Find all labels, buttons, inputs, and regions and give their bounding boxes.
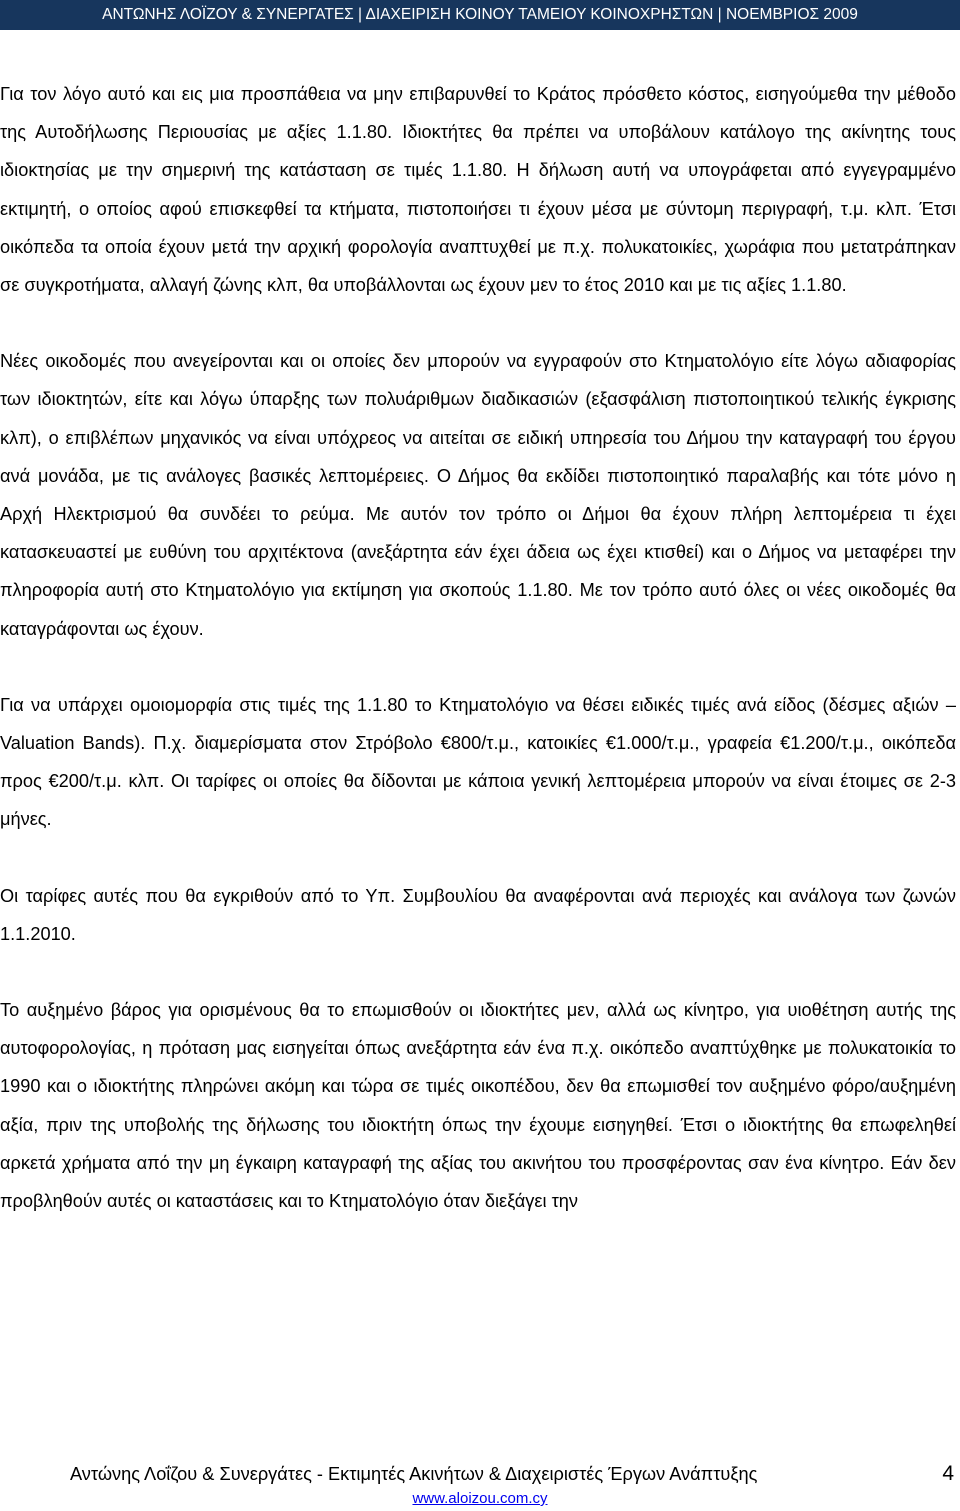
paragraph-incentive: Το αυξημένο βάρος για ορισμένους θα το επωμισθούν οι ιδιοκτήτες μεν, αλλά ως κίνητρο, για υιοθέτηση αυτής της αυτοφορολογίας, η πρόταση μας εισηγείται όπως ανεξάρτητα εάν ένα π.χ. οικόπεδο αναπτύχθηκε με πολυκατοικία το 1990 και ο ιδιοκτήτης πληρώνει ακόμη και τώρα σε τιμές οικοπέδου, δεν θα επωμισθεί τον αυξημένο φόρο/αυξημένη αξία, πριν της υποβολής της δήλωσης του ιδιοκτήτη όπως την έχουμε εισηγηθεί. Έτσι ο ιδιοκτήτης θα επωφεληθεί αρκετά χρήματα από την μη έγκαιρη καταγραφή της αξίας του ακινήτου του προσφέροντας σαν ένα κίνητρο. Εάν δεν προβληθούν αυτές οι καταστάσεις και το Κτηματολόγιο όταν διεξάγει την bbox=[0, 1000, 956, 1212]
page-number: 4 bbox=[942, 1462, 954, 1485]
document-body bbox=[0, 75, 956, 1220]
running-header bbox=[0, 0, 960, 30]
paragraph-self-declaration: Για τον λόγο αυτό και εις μια προσπάθεια να μην επιβαρυνθεί το Κράτος πρόσθετο κόστος, εισηγούμεθα την μέθοδο της Αυτοδήλωσης Περιουσίας με αξίες 1.1.80. Ιδιοκτήτες θα πρέπει να υποβάλουν κατάλογο της ακίνητης τους ιδιοκτησίας με την σημερινή της κατάσταση σε τιμές 1.1.80. Η δήλωση αυτή να υπογράφεται από εγγεγραμμένο εκτιμητή, ο οποίος αφού επισκεφθεί τα κτήματα, πιστοποιήσει τι έχουν μέσα με σύντομη περιγραφή, τ.μ. κλπ. Έτσι οικόπεδα τα οποία έχουν μετά την αρχική φορολογία αναπτυχθεί με π.χ. πολυκατοικίες, χωράφια που μετατράπηκαν σε συγκροτήματα, αλλαγή ζώνης κλπ, θα υποβάλλονται ως έχουν μεν το έτος 2010 και με τις αξίες 1.1.80. bbox=[0, 84, 956, 296]
footer-company-title: Αντώνης Λοΐζου & Συνεργάτες - Εκτιμητές Ακινήτων & Διαχειριστές Έργων Ανάπτυξης bbox=[70, 1464, 758, 1484]
paragraph-new-buildings: Νέες οικοδομές που ανεγείρονται και οι οποίες δεν μπορούν να εγγραφούν στο Κτηματολόγιο είτε λόγω αδιαφορίας των ιδιοκτητών, είτε και λόγω ύπαρξης των πολυάριθμων διαδικασιών (εξασφάλιση πιστοποιητικού τελικής έγκρισης κλπ), ο επιβλέπων μηχανικός να είναι υπόχρεος να αιτείται σε ειδική υπηρεσία του Δήμου την καταγραφή του έργου ανά μονάδα, με τις ανάλογες βασικές λεπτομέρειες. Ο Δήμος θα εκδίδει πιστοποιητικό παραλαβής και τότε μόνο η Αρχή Ηλεκτρισμού θα συνδέει το ρεύμα. Με αυτόν τον τρόπο οι Δήμοι θα έχουν πλήρη λεπτομέρεια τι έχει κατασκευαστεί με ευθύνη του αρχιτέκτονα (ανεξάρτητα εάν έχει άδεια ως έχει κτισθεί) και ο Δήμος να μεταφέρει την πληροφορία αυτή στο Κτηματολόγιο για εκτίμηση για σκοπούς 1.1.80. Με τον τρόπο αυτό όλες οι νέες οικοδομές θα καταγράφονται ως έχουν. bbox=[0, 351, 956, 639]
page-footer bbox=[0, 1460, 960, 1511]
paragraph-valuation-bands: Για να υπάρχει ομοιομορφία στις τιμές της 1.1.80 το Κτηματολόγιο να θέσει ειδικές τιμές ανά είδος (δέσμες αξιών – Valuation Bands). Π.χ. διαμερίσματα στον Στρόβολο €800/τ.μ., κατοικίες €1.000/τ.μ., γραφεία €1.200/τ.μ., οικόπεδα προς €200/τ.μ. κλπ. Οι ταρίφες οι οποίες θα δίδονται με κάποια γενική λεπτομέρεια μπορούν να είναι έτοιμες σε 2-3 μήνες. bbox=[0, 694, 956, 830]
paragraph-tariffs-approval: Οι ταρίφες αυτές που θα εγκριθούν από το Υπ. Συμβουλίου θα αναφέρονται ανά περιοχές και ανάλογα των ζωνών 1.1.2010. bbox=[0, 885, 956, 944]
running-header-title: ΑΝΤΩΝΗΣ ΛΟΪΖΟΥ & ΣΥΝΕΡΓΑΤΕΣ | ΔΙΑΧΕΙΡΙΣΗ ΚΟΙΝΟΥ ΤΑΜΕΙΟΥ ΚΟΙΝΟΧΡΗΣΤΩΝ | ΝΟΕΜΒΡΙΟΣ 2009 bbox=[102, 6, 858, 23]
footer-website-link[interactable]: www.aloizou.com.cy bbox=[412, 1490, 548, 1507]
